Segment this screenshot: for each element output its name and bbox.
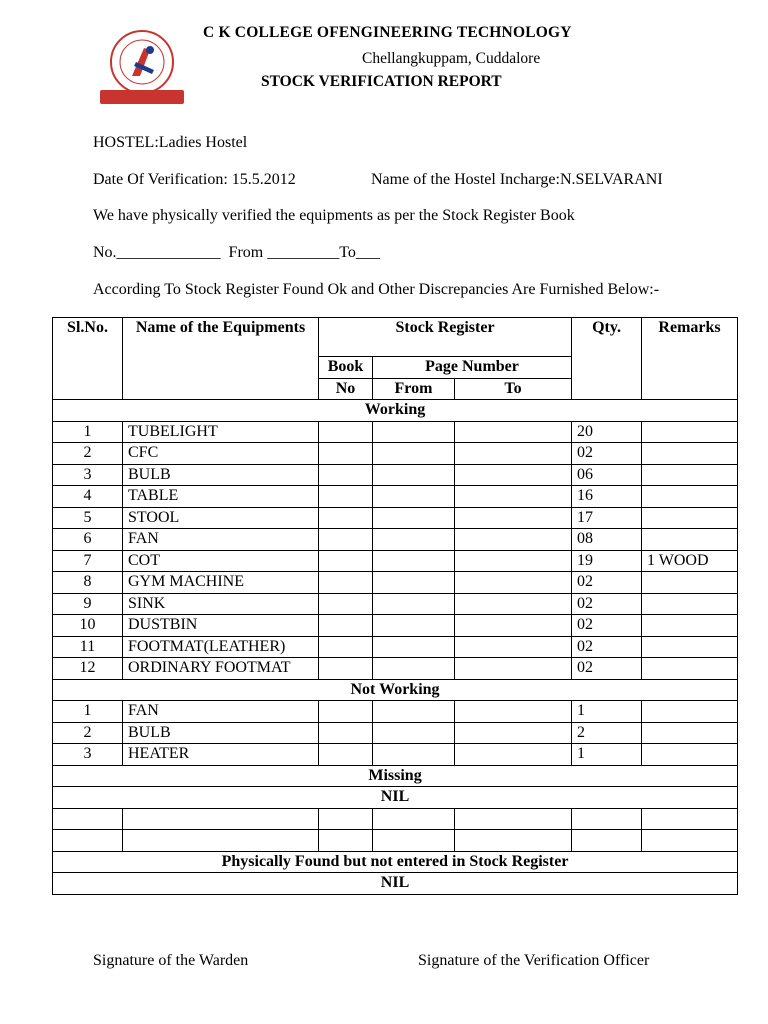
table-row <box>53 636 738 658</box>
row-book-no <box>319 550 373 572</box>
row-book-no <box>319 593 373 615</box>
row-remarks <box>642 701 738 723</box>
date-line: Date Of Verification: 15.5.2012 <box>93 171 296 188</box>
row-slno: 6 <box>53 529 123 551</box>
college-name: C K COLLEGE OFENGINEERING TECHNOLOGY <box>203 24 572 41</box>
row-from <box>373 722 455 744</box>
section-found: Physically Found but not entered in Stock Register <box>53 851 738 873</box>
header-no: No <box>319 378 373 400</box>
header-book: Book <box>319 357 373 379</box>
row-remarks <box>642 572 738 594</box>
row-to <box>455 701 572 723</box>
row-to <box>455 572 572 594</box>
row-remarks <box>642 636 738 658</box>
table-row <box>53 744 738 766</box>
row-slno: 8 <box>53 572 123 594</box>
according-line: According To Stock Register Found Ok and Other Discrepancies Are Furnished Below:- <box>93 281 660 298</box>
row-to <box>455 550 572 572</box>
missing-value: NIL <box>53 787 738 809</box>
row-name: SINK <box>123 593 319 615</box>
row-remarks <box>642 658 738 680</box>
table-row <box>53 529 738 551</box>
row-to <box>455 636 572 658</box>
incharge-line: Name of the Hostel Incharge:N.SELVARANI <box>371 171 663 188</box>
row-to <box>455 658 572 680</box>
row-slno: 10 <box>53 615 123 637</box>
table-row <box>53 464 738 486</box>
row-name: GYM MACHINE <box>123 572 319 594</box>
row-remarks <box>642 722 738 744</box>
row-qty: 02 <box>572 593 642 615</box>
row-to <box>455 529 572 551</box>
row-to <box>455 486 572 508</box>
row-book-no <box>319 443 373 465</box>
row-name: CFC <box>123 443 319 465</box>
row-qty: 20 <box>572 421 642 443</box>
row-qty: 02 <box>572 636 642 658</box>
row-from <box>373 421 455 443</box>
row-to <box>455 421 572 443</box>
verified-line: We have physically verified the equipments as per the Stock Register Book <box>93 207 575 224</box>
found-value: NIL <box>53 873 738 895</box>
row-qty: 02 <box>572 443 642 465</box>
row-qty: 1 <box>572 701 642 723</box>
row-book-no <box>319 486 373 508</box>
table-row <box>53 593 738 615</box>
row-to <box>455 507 572 529</box>
table-row <box>53 701 738 723</box>
empty-row <box>53 808 738 830</box>
row-from <box>373 636 455 658</box>
section-not-working: Not Working <box>53 679 738 701</box>
header-to: To <box>455 378 572 400</box>
row-name: FAN <box>123 701 319 723</box>
row-qty: 1 <box>572 744 642 766</box>
row-slno: 11 <box>53 636 123 658</box>
row-slno: 9 <box>53 593 123 615</box>
row-from <box>373 744 455 766</box>
row-name: DUSTBIN <box>123 615 319 637</box>
row-remarks: 1 WOOD <box>642 550 738 572</box>
college-address: Chellangkuppam, Cuddalore <box>362 50 541 67</box>
officer-signature-label: Signature of the Verification Officer <box>418 952 650 969</box>
row-to <box>455 744 572 766</box>
row-from <box>373 486 455 508</box>
row-slno: 3 <box>53 744 123 766</box>
row-name: ORDINARY FOOTMAT <box>123 658 319 680</box>
row-book-no <box>319 722 373 744</box>
row-name: HEATER <box>123 744 319 766</box>
row-name: TUBELIGHT <box>123 421 319 443</box>
row-from <box>373 550 455 572</box>
row-slno: 1 <box>53 421 123 443</box>
row-name: BULB <box>123 464 319 486</box>
row-name: COT <box>123 550 319 572</box>
working-rows <box>53 421 738 679</box>
row-to <box>455 464 572 486</box>
table-body <box>53 400 738 422</box>
row-book-no <box>319 701 373 723</box>
row-slno: 12 <box>53 658 123 680</box>
row-remarks <box>642 507 738 529</box>
row-to <box>455 615 572 637</box>
header-name: Name of the Equipments <box>123 318 319 400</box>
row-book-no <box>319 464 373 486</box>
row-to <box>455 443 572 465</box>
row-book-no <box>319 421 373 443</box>
row-to <box>455 722 572 744</box>
row-book-no <box>319 658 373 680</box>
empty-row <box>53 830 738 852</box>
section-missing: Missing <box>53 765 738 787</box>
row-remarks <box>642 443 738 465</box>
warden-signature-label: Signature of the Warden <box>93 952 249 969</box>
row-book-no <box>319 572 373 594</box>
row-slno: 5 <box>53 507 123 529</box>
row-book-no <box>319 636 373 658</box>
row-name: TABLE <box>123 486 319 508</box>
header-qty: Qty. <box>572 318 642 400</box>
row-slno: 7 <box>53 550 123 572</box>
row-from <box>373 443 455 465</box>
header-stock-register: Stock Register <box>319 318 572 357</box>
row-name: FAN <box>123 529 319 551</box>
table-row <box>53 615 738 637</box>
table-row <box>53 486 738 508</box>
row-remarks <box>642 464 738 486</box>
range-line: No._____________ From _________To___ <box>93 244 380 261</box>
row-qty: 02 <box>572 572 642 594</box>
header-remarks: Remarks <box>642 318 738 400</box>
row-remarks <box>642 593 738 615</box>
header-slno: Sl.No. <box>53 318 123 400</box>
row-qty: 02 <box>572 658 642 680</box>
table-row <box>53 572 738 594</box>
table-row <box>53 550 738 572</box>
stock-table <box>52 317 738 895</box>
row-book-no <box>319 615 373 637</box>
row-book-no <box>319 529 373 551</box>
row-to <box>455 593 572 615</box>
row-slno: 3 <box>53 464 123 486</box>
row-qty: 2 <box>572 722 642 744</box>
row-from <box>373 615 455 637</box>
table-row <box>53 507 738 529</box>
row-slno: 2 <box>53 443 123 465</box>
row-name: BULB <box>123 722 319 744</box>
row-from <box>373 464 455 486</box>
row-qty: 17 <box>572 507 642 529</box>
row-from <box>373 658 455 680</box>
row-remarks <box>642 744 738 766</box>
section-working: Working <box>53 400 738 422</box>
row-qty: 06 <box>572 464 642 486</box>
header-page-number: Page Number <box>373 357 572 379</box>
header-from: From <box>373 378 455 400</box>
row-from <box>373 701 455 723</box>
hostel-line: HOSTEL:Ladies Hostel <box>93 134 248 151</box>
row-remarks <box>642 615 738 637</box>
row-name: FOOTMAT(LEATHER) <box>123 636 319 658</box>
not-working-rows <box>53 701 738 766</box>
row-slno: 2 <box>53 722 123 744</box>
row-qty: 08 <box>572 529 642 551</box>
row-remarks <box>642 421 738 443</box>
row-name: STOOL <box>123 507 319 529</box>
row-from <box>373 529 455 551</box>
row-from <box>373 572 455 594</box>
row-qty: 16 <box>572 486 642 508</box>
row-book-no <box>319 744 373 766</box>
row-slno: 4 <box>53 486 123 508</box>
table-row <box>53 421 738 443</box>
college-logo <box>92 26 192 110</box>
row-remarks <box>642 529 738 551</box>
table-row <box>53 658 738 680</box>
report-title: STOCK VERIFICATION REPORT <box>261 73 502 90</box>
table-row <box>53 443 738 465</box>
row-qty: 19 <box>572 550 642 572</box>
row-qty: 02 <box>572 615 642 637</box>
row-book-no <box>319 507 373 529</box>
row-slno: 1 <box>53 701 123 723</box>
row-from <box>373 507 455 529</box>
row-remarks <box>642 486 738 508</box>
table-row <box>53 722 738 744</box>
row-from <box>373 593 455 615</box>
